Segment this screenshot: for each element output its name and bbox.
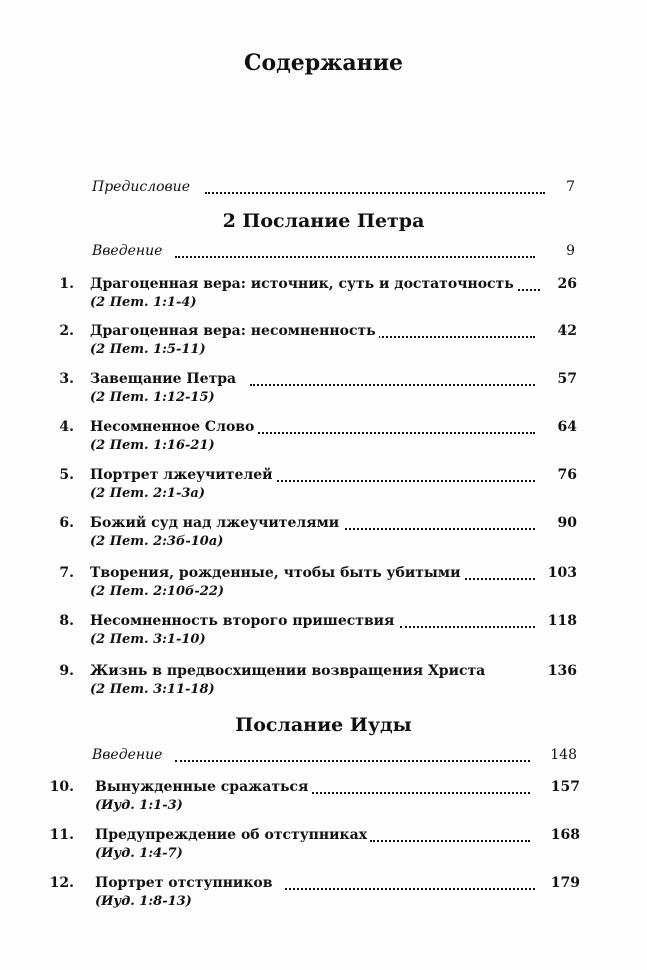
chapter-number: 8. <box>59 613 74 629</box>
chapter-title: Жизнь в предвосхищении возвращения Христа <box>90 663 488 679</box>
toc-entry-chapter[interactable] <box>0 872 647 894</box>
toc-entry-preface[interactable] <box>0 176 647 198</box>
entry-page: 157 <box>550 779 580 795</box>
chapter-number: 1. <box>59 276 74 292</box>
toc-entry-chapter[interactable] <box>0 273 647 295</box>
entry-page: 136 <box>547 663 577 679</box>
toc-entry-chapter[interactable] <box>0 562 647 584</box>
entry-page: 57 <box>557 371 577 387</box>
chapter-title: Предупреждение об отступниках <box>95 827 370 843</box>
chapter-number: 12. <box>49 875 74 891</box>
entry-page: 103 <box>547 565 577 581</box>
chapter-title: Творения, рожденные, чтобы быть убитыми <box>90 565 463 581</box>
leader-dots <box>175 744 530 762</box>
scripture-reference: (2 Пет. 1:5-11) <box>90 342 206 357</box>
entry-page: 179 <box>550 875 580 891</box>
scripture-reference: (2 Пет. 3:11-18) <box>90 682 215 697</box>
toc-entry-chapter[interactable] <box>0 512 647 534</box>
scripture-reference: (Иуд. 1:4-7) <box>95 846 183 861</box>
leader-dots <box>460 562 535 580</box>
entry-page: 7 <box>566 179 575 195</box>
toc-entry-chapter[interactable] <box>0 776 647 798</box>
entry-page: 148 <box>550 747 577 763</box>
chapter-number: 9. <box>59 663 74 679</box>
page-title: Содержание <box>243 50 404 76</box>
entry-page: 168 <box>550 827 580 843</box>
chapter-title: Несомненное Слово <box>90 419 257 435</box>
scripture-reference: (2 Пет. 1:1-4) <box>90 295 197 310</box>
entry-page: 64 <box>557 419 577 435</box>
leader-dots <box>175 240 535 258</box>
chapter-title: Портрет отступников <box>95 875 276 891</box>
scripture-reference: (2 Пет. 1:16-21) <box>90 438 215 453</box>
entry-page: 90 <box>557 515 577 531</box>
toc-entry-intro-2-peter[interactable] <box>0 240 647 262</box>
scripture-reference: (2 Пет. 2:3б-10а) <box>90 534 224 549</box>
leader-dots <box>340 512 535 530</box>
leader-dots <box>300 776 530 794</box>
leader-dots <box>375 320 535 338</box>
chapter-title: Вынужденные сражаться <box>95 779 311 795</box>
chapter-number: 7. <box>59 565 74 581</box>
chapter-number: 3. <box>59 371 74 387</box>
toc-entry-chapter[interactable] <box>0 464 647 486</box>
entry-page: 26 <box>557 276 577 292</box>
chapter-title: Драгоценная вера: несомненность <box>90 323 379 339</box>
leader-dots <box>285 872 535 890</box>
toc-entry-intro-jude[interactable] <box>0 744 647 766</box>
scripture-reference: (2 Пет. 2:10б-22) <box>90 584 225 599</box>
entry-label: Предисловие <box>92 179 193 195</box>
entry-page: 42 <box>557 323 577 339</box>
chapter-title: Завещание Петра <box>90 371 239 387</box>
section-heading-2-peter: 2 Послание Петра <box>222 210 425 232</box>
leader-dots <box>255 416 535 434</box>
chapter-title: Драгоценная вера: источник, суть и достаточность <box>90 276 517 292</box>
scripture-reference: (Иуд. 1:1-3) <box>95 798 183 813</box>
chapter-number: 4. <box>59 419 74 435</box>
entry-label: Введение <box>92 243 165 259</box>
entry-page: 76 <box>557 467 577 483</box>
leader-dots <box>400 610 535 628</box>
scripture-reference: (2 Пет. 3:1-10) <box>90 632 206 647</box>
scripture-reference: (2 Пет. 2:1-3а) <box>90 486 205 501</box>
chapter-number: 10. <box>49 779 74 795</box>
chapter-title: Несомненность второго пришествия <box>90 613 397 629</box>
chapter-title: Божий суд над лжеучителями <box>90 515 342 531</box>
chapter-title: Портрет лжеучителей <box>90 467 276 483</box>
toc-entry-chapter[interactable] <box>0 610 647 632</box>
leader-dots <box>370 824 530 842</box>
entry-label: Введение <box>92 747 165 763</box>
chapter-number: 5. <box>59 467 74 483</box>
chapter-number: 2. <box>59 323 74 339</box>
toc-entry-chapter[interactable] <box>0 368 647 390</box>
chapter-number: 6. <box>59 515 74 531</box>
leader-dots <box>205 176 545 194</box>
scripture-reference: (2 Пет. 1:12-15) <box>90 390 215 405</box>
toc-entry-chapter[interactable] <box>0 416 647 438</box>
toc-entry-chapter[interactable] <box>0 824 647 846</box>
leader-dots <box>250 368 535 386</box>
toc-entry-chapter[interactable] <box>0 660 647 682</box>
toc-entry-chapter[interactable] <box>0 320 647 342</box>
section-heading-jude: Послание Иуды <box>235 714 412 736</box>
entry-page: 9 <box>566 243 575 259</box>
entry-page: 118 <box>547 613 577 629</box>
chapter-number: 11. <box>49 827 74 843</box>
scripture-reference: (Иуд. 1:8-13) <box>95 894 192 909</box>
leader-dots <box>270 464 535 482</box>
